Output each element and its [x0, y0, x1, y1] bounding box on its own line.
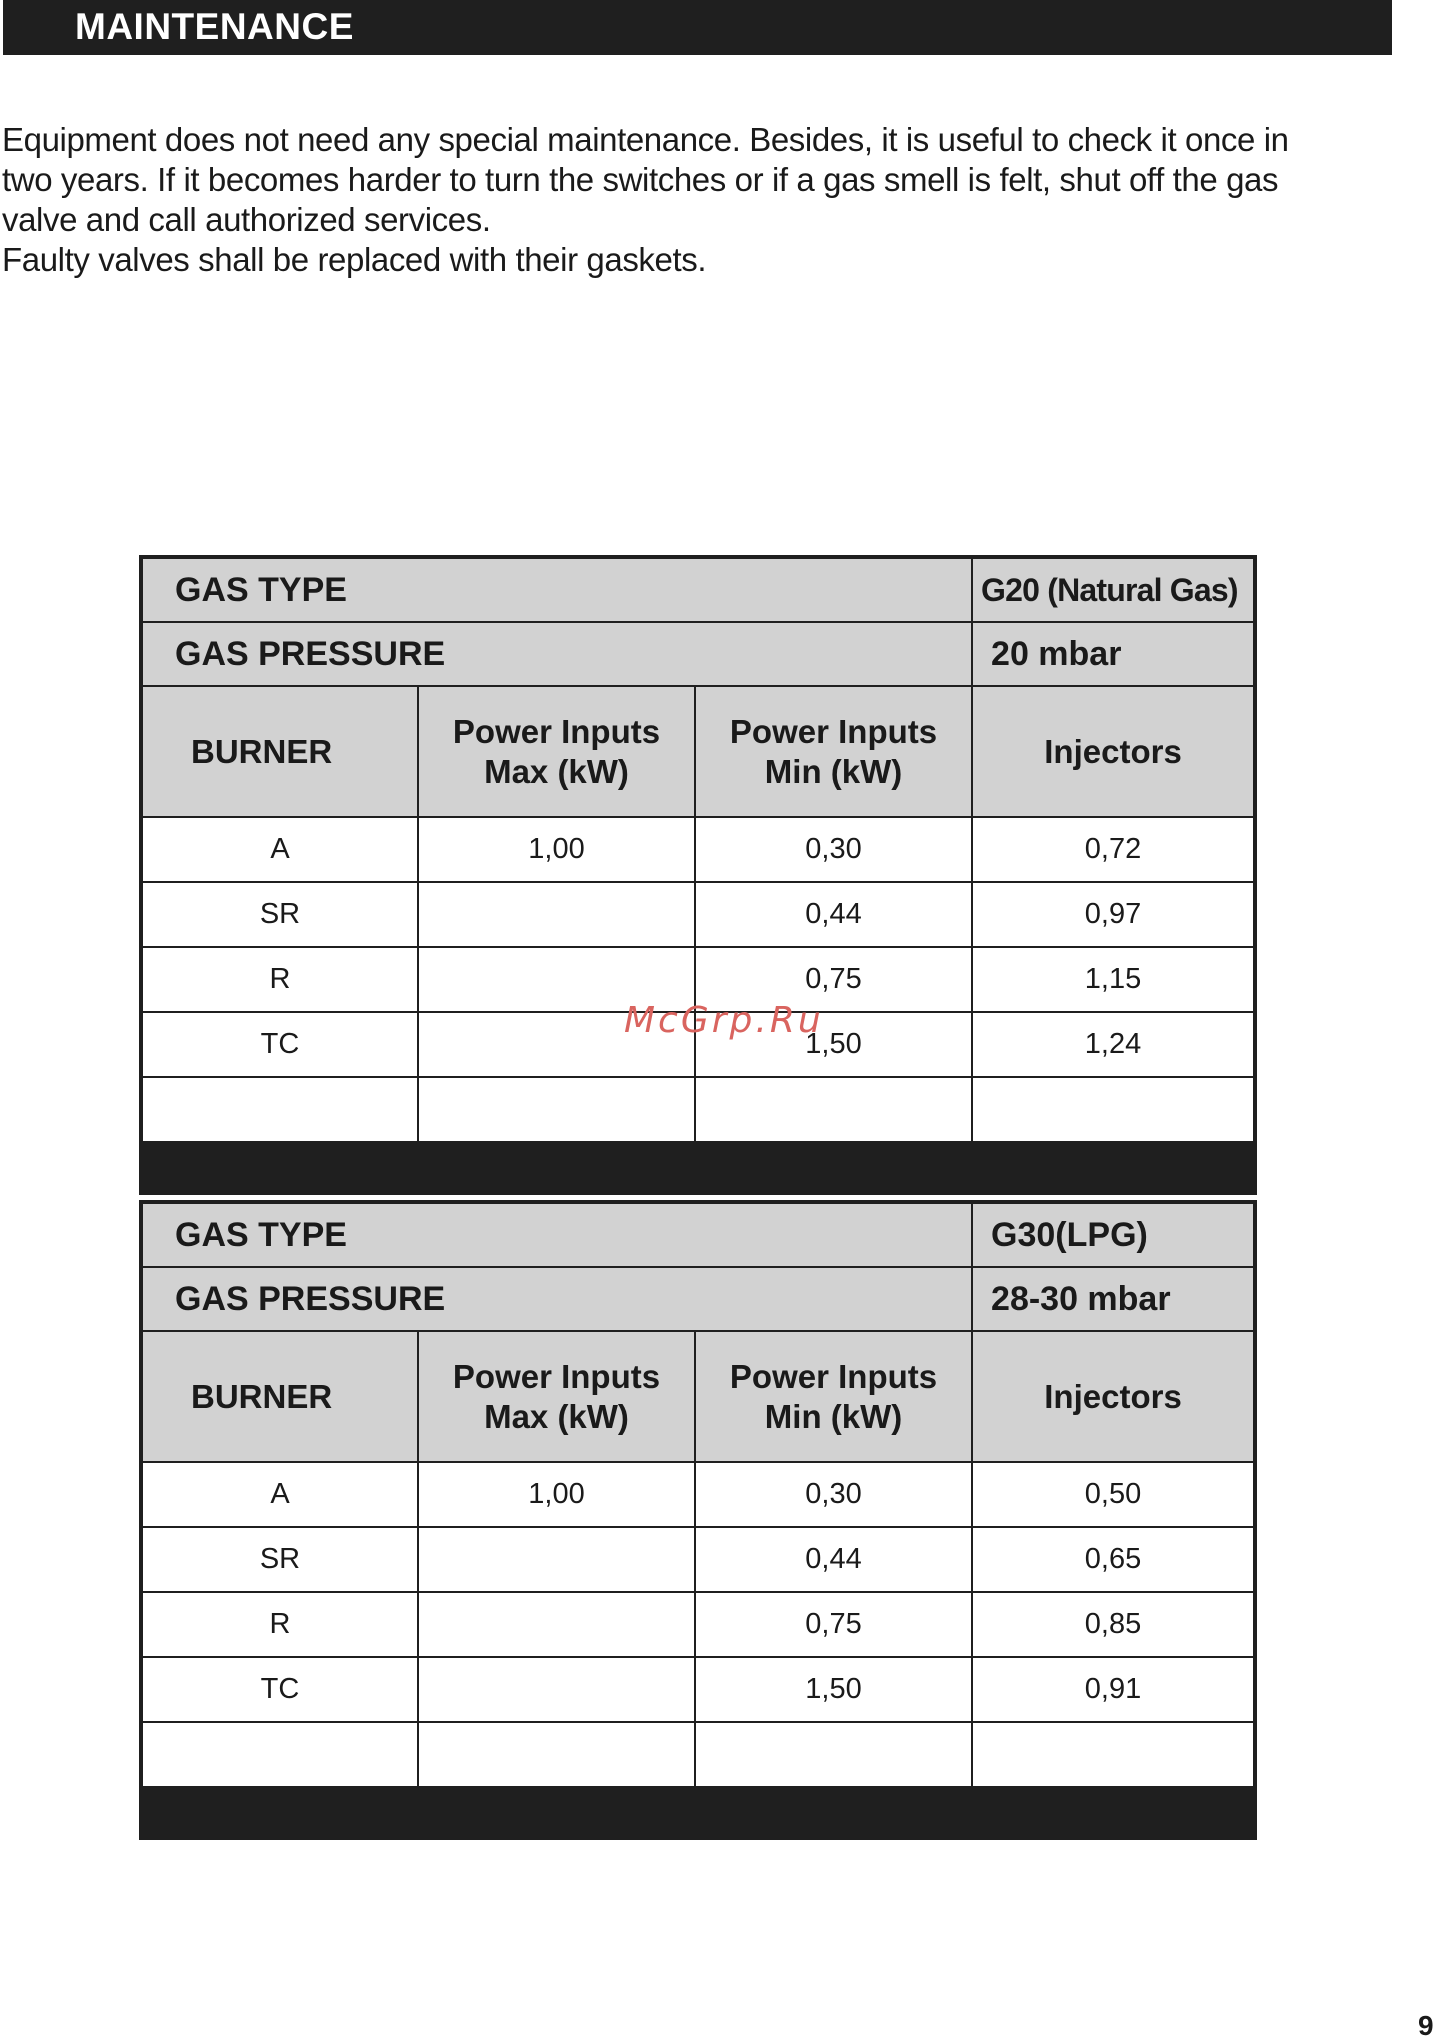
injectors-cell: 0,50: [972, 1462, 1255, 1527]
injectors-cell: 1,24: [972, 1012, 1255, 1077]
power-min-cell: 1,50: [695, 1012, 972, 1077]
burner-cell: TC: [141, 1012, 418, 1077]
gas-pressure-label: GAS PRESSURE: [141, 1267, 972, 1331]
injectors-cell: [972, 1077, 1255, 1142]
power-max-header-line2: Max (kW): [484, 1397, 629, 1435]
power-max-header-line2: Max (kW): [484, 752, 629, 790]
table-row: [141, 1462, 1255, 1527]
power-min-header-line2: Min (kW): [764, 752, 903, 790]
gas-pressure-value: 20 mbar: [972, 622, 1255, 686]
power-max-cell: 1,00: [418, 817, 695, 882]
intro-line: Faulty valves shall be replaced with their gaskets.: [2, 241, 707, 278]
power-max-cell: 1,00: [418, 1462, 695, 1527]
power-min-cell: 0,44: [695, 882, 972, 947]
burner-cell: A: [141, 1462, 418, 1527]
power-max-header: [418, 1331, 695, 1462]
injectors-cell: 0,72: [972, 817, 1255, 882]
watermark: McGrp.Ru: [624, 1000, 824, 1041]
table-row: [141, 1592, 1255, 1657]
power-max-cell: [418, 1077, 695, 1142]
burner-cell: R: [141, 947, 418, 1012]
intro-line: two years. If it becomes harder to turn the switches or if a gas smell is felt, shut off the gas: [2, 161, 1279, 198]
burner-cell: [141, 1077, 418, 1142]
table-row: [141, 882, 1255, 947]
injectors-cell: 0,97: [972, 882, 1255, 947]
power-max-cell: [418, 882, 695, 947]
intro-line: Equipment does not need any special maintenance. Besides, it is useful to check it once in: [2, 121, 1289, 158]
power-min-header: [695, 1331, 972, 1462]
power-min-cell: 0,30: [695, 817, 972, 882]
burner-cell: SR: [141, 1527, 418, 1592]
gas-table-g30: [139, 1200, 1257, 1840]
burner-header: BURNER: [141, 686, 418, 817]
power-max-cell: [418, 1722, 695, 1787]
power-min-cell: 0,75: [695, 947, 972, 1012]
burner-cell: SR: [141, 882, 418, 947]
burner-header: BURNER: [141, 1331, 418, 1462]
power-min-header-line2: Min (kW): [764, 1397, 903, 1435]
injectors-header: Injectors: [972, 1331, 1255, 1462]
gas-type-row: [141, 557, 1255, 622]
column-header-row: [141, 686, 1255, 817]
power-min-cell: [695, 1722, 972, 1787]
power-max-cell: [418, 1527, 695, 1592]
section-title: MAINTENANCE: [75, 6, 354, 47]
table-row: [141, 1722, 1255, 1787]
gas-type-label: GAS TYPE: [141, 557, 972, 622]
table-row: [141, 1657, 1255, 1722]
injectors-cell: 0,65: [972, 1527, 1255, 1592]
gas-type-value: G30(LPG): [972, 1202, 1255, 1267]
power-max-header-line1: Power Inputs: [452, 1357, 661, 1395]
power-max-cell: [418, 1592, 695, 1657]
power-min-header-line1: Power Inputs: [729, 712, 938, 750]
page-number: 9: [1418, 2010, 1434, 2041]
maintenance-intro: [2, 120, 1402, 280]
power-min-cell: 0,30: [695, 1462, 972, 1527]
power-min-header: [695, 686, 972, 817]
burner-cell: [141, 1722, 418, 1787]
power-min-cell: 0,75: [695, 1592, 972, 1657]
gas-pressure-label: GAS PRESSURE: [141, 622, 972, 686]
gas-type-row: [141, 1202, 1255, 1267]
burner-cell: TC: [141, 1657, 418, 1722]
intro-line: valve and call authorized services.: [2, 201, 491, 238]
column-header-row: [141, 1331, 1255, 1462]
power-min-cell: 0,44: [695, 1527, 972, 1592]
gas-type-label: GAS TYPE: [141, 1202, 972, 1267]
table-row: [141, 1077, 1255, 1142]
gas-type-value: G20 (Natural Gas): [972, 557, 1255, 622]
injectors-cell: 1,15: [972, 947, 1255, 1012]
injectors-cell: 0,91: [972, 1657, 1255, 1722]
power-min-header-line1: Power Inputs: [729, 1357, 938, 1395]
power-min-cell: [695, 1077, 972, 1142]
power-max-cell: [418, 1657, 695, 1722]
gas-pressure-value: 28-30 mbar: [972, 1267, 1255, 1331]
burner-cell: R: [141, 1592, 418, 1657]
table-row: [141, 1527, 1255, 1592]
power-max-header: [418, 686, 695, 817]
gas-table-g20: [139, 555, 1257, 1195]
burner-cell: A: [141, 817, 418, 882]
injectors-cell: 0,85: [972, 1592, 1255, 1657]
table-row: [141, 817, 1255, 882]
power-min-cell: 1,50: [695, 1657, 972, 1722]
gas-pressure-row: [141, 1267, 1255, 1331]
footer-bar-cell: [141, 1787, 1255, 1838]
footer-bar-cell: [141, 1142, 1255, 1193]
table-footer-bar: [141, 1142, 1255, 1193]
power-max-header-line1: Power Inputs: [452, 712, 661, 750]
table-footer-bar: [141, 1787, 1255, 1838]
injectors-cell: [972, 1722, 1255, 1787]
gas-pressure-row: [141, 622, 1255, 686]
section-header-bar: [3, 0, 1392, 55]
injectors-header: Injectors: [972, 686, 1255, 817]
